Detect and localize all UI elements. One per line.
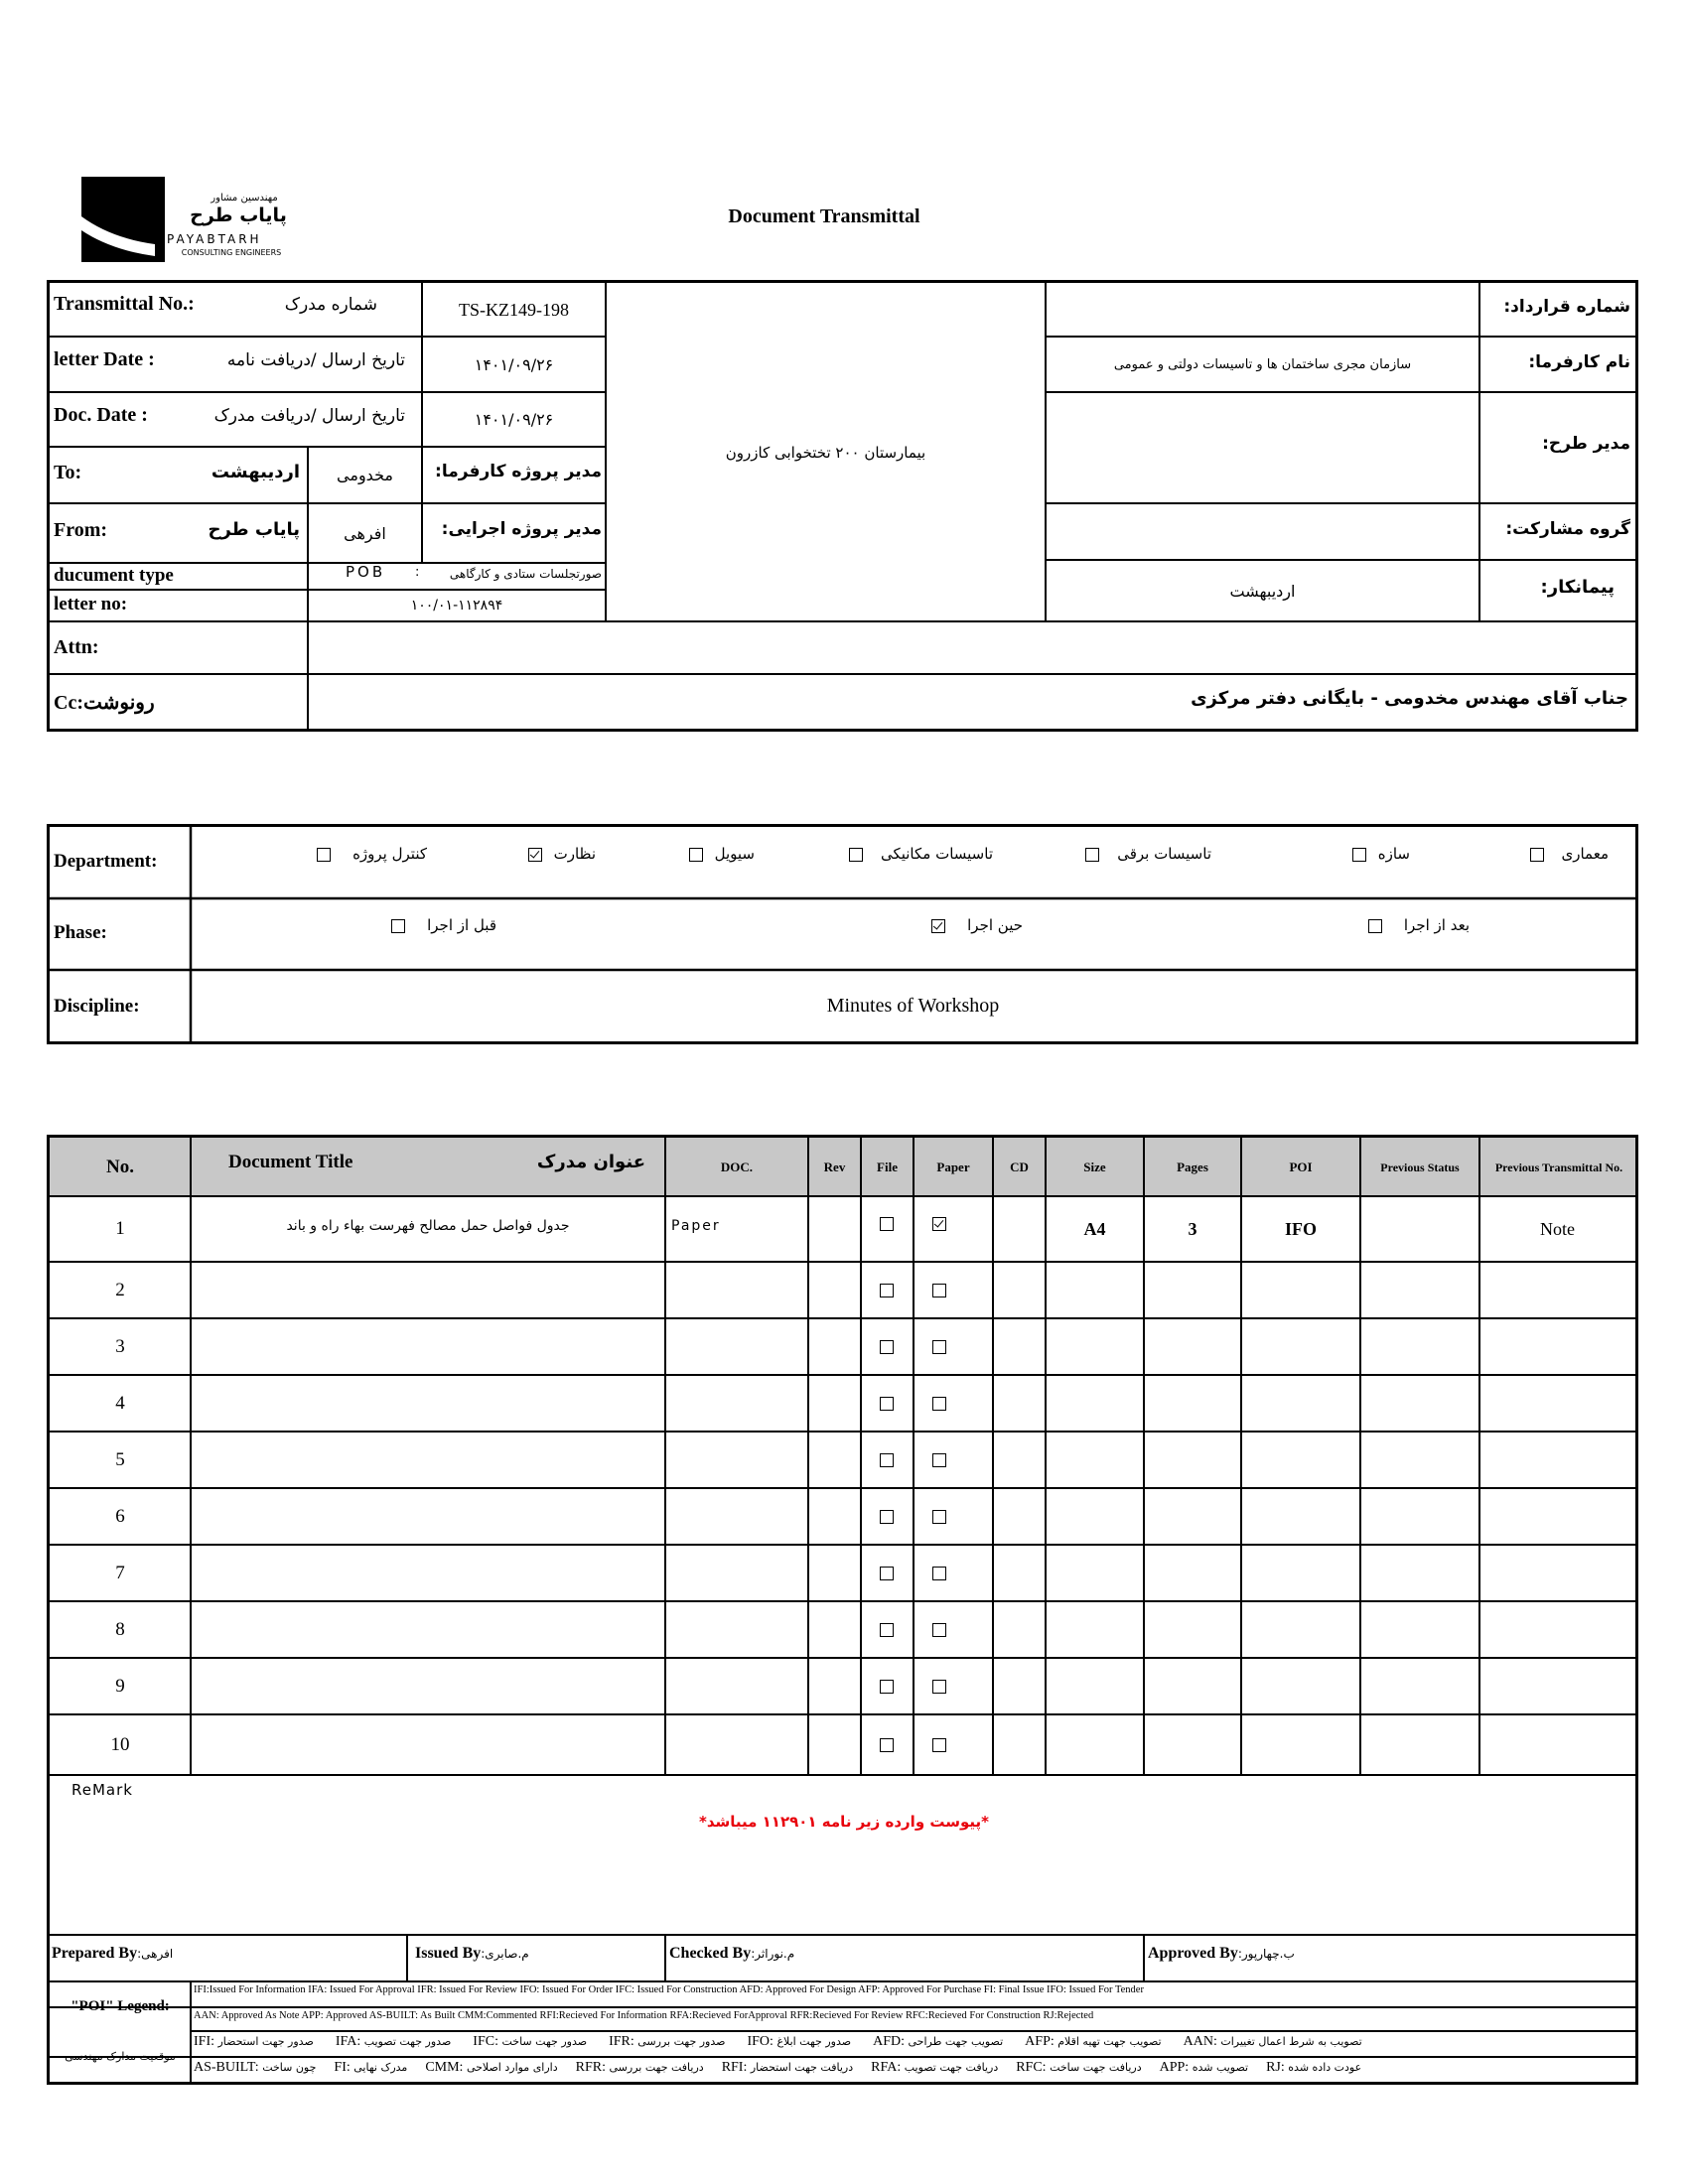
phase-checkbox[interactable] bbox=[391, 919, 405, 933]
to-value: اردیبهشت bbox=[211, 462, 300, 482]
file-checkbox[interactable] bbox=[880, 1510, 894, 1524]
row-prev-transmittal: Note bbox=[1540, 1218, 1575, 1239]
table-row bbox=[50, 1545, 1635, 1601]
legend-item bbox=[1184, 2034, 1362, 2056]
legend-desc: تصویب جهت تهیه اقلام bbox=[1057, 2035, 1162, 2048]
row-no: 1 bbox=[115, 1218, 125, 1239]
doc-type-colon: : bbox=[415, 565, 420, 580]
row-paper-checkbox-wrap bbox=[932, 1215, 946, 1233]
table-row bbox=[50, 1318, 1635, 1375]
legend-desc: تصویب به شرط اعمال تغییرات bbox=[1220, 2035, 1362, 2048]
department-option-label: کنترل پروژه bbox=[352, 845, 427, 863]
legend-code: CMM: bbox=[425, 2060, 464, 2075]
phase-option-after[interactable] bbox=[1321, 916, 1470, 942]
legend-code: IFI: bbox=[194, 2034, 214, 2049]
table-row bbox=[50, 1714, 1635, 1775]
table-row bbox=[50, 1432, 1635, 1488]
table-row bbox=[50, 1375, 1635, 1432]
legend-code: RFI: bbox=[721, 2060, 748, 2075]
remark-label: ReMark bbox=[71, 1781, 133, 1799]
col-header-no: No. bbox=[106, 1156, 134, 1177]
col-header-paper: Paper bbox=[936, 1159, 970, 1174]
row-no: 4 bbox=[115, 1392, 125, 1414]
legend-item bbox=[1025, 2034, 1161, 2056]
file-checkbox[interactable] bbox=[880, 1567, 894, 1580]
phase-option-label: بعد از اجرا bbox=[1403, 916, 1470, 934]
doc-type-label: ducument type bbox=[54, 565, 174, 586]
department-checkbox[interactable] bbox=[1530, 848, 1544, 862]
checked-by-label: Checked By bbox=[669, 1945, 752, 1962]
poi-legend-label: "POI" Legend: bbox=[70, 1997, 170, 2014]
design-manager-value bbox=[1046, 392, 1479, 503]
row-paper-checkbox-wrap bbox=[932, 1282, 946, 1299]
legend-item bbox=[1266, 2060, 1361, 2082]
file-checkbox[interactable] bbox=[880, 1738, 894, 1752]
row-file-checkbox-wrap bbox=[880, 1565, 894, 1582]
legend-item bbox=[473, 2034, 587, 2056]
table-row bbox=[50, 1196, 1635, 1262]
legend-item bbox=[873, 2034, 1003, 2056]
approved-by bbox=[1148, 1945, 1624, 1963]
attn-label: Attn: bbox=[54, 636, 99, 658]
row-no: 10 bbox=[110, 1733, 130, 1755]
legend-item bbox=[425, 2060, 557, 2082]
row-paper-checkbox-wrap bbox=[932, 1565, 946, 1582]
paper-checkbox[interactable] bbox=[932, 1623, 946, 1637]
logo-latin-name: PAYABTARH bbox=[167, 232, 262, 246]
row-size: A4 bbox=[1083, 1218, 1106, 1239]
row-rev bbox=[808, 1196, 861, 1262]
department-option-label: تاسیسات مکانیکی bbox=[880, 845, 993, 863]
company-logo bbox=[81, 177, 290, 264]
col-header-poi: POI bbox=[1289, 1159, 1313, 1174]
row-file-checkbox-wrap bbox=[880, 1215, 894, 1233]
transmittal-no-value: TS-KZ149-198 bbox=[459, 299, 569, 320]
row-no: 7 bbox=[115, 1562, 125, 1583]
row-no: 8 bbox=[115, 1618, 125, 1640]
legend-code: FI: bbox=[334, 2060, 351, 2075]
legend-item bbox=[194, 2060, 316, 2082]
row-pages: 3 bbox=[1188, 1218, 1197, 1239]
position-legend-line-2 bbox=[194, 2060, 1631, 2082]
issued-by-value: :م.صابری bbox=[481, 1947, 529, 1961]
row-no: 3 bbox=[115, 1335, 125, 1357]
department-option-mechanical[interactable] bbox=[794, 845, 993, 871]
file-checkbox[interactable] bbox=[880, 1284, 894, 1297]
file-checkbox[interactable] bbox=[880, 1340, 894, 1354]
col-header-doc: DOC. bbox=[720, 1159, 754, 1174]
row-file-checkbox-wrap bbox=[880, 1282, 894, 1299]
file-checkbox[interactable] bbox=[880, 1623, 894, 1637]
table-row bbox=[50, 1601, 1635, 1658]
phase-option-label: حین اجرا bbox=[967, 916, 1023, 934]
department-option-label: نظارت bbox=[553, 845, 596, 863]
from-value: پایاب طرح bbox=[208, 519, 300, 540]
logo-persian-small: مهندسین مشاور bbox=[211, 193, 278, 204]
paper-checkbox[interactable] bbox=[932, 1510, 946, 1524]
department-option-nezarat[interactable] bbox=[467, 845, 596, 871]
to-person: مخدومی bbox=[337, 466, 393, 484]
legend-code: IFO: bbox=[747, 2034, 774, 2049]
file-checkbox[interactable] bbox=[880, 1397, 894, 1411]
legend-desc: صدور جهت استحضار bbox=[217, 2035, 314, 2048]
legend-item bbox=[1160, 2060, 1248, 2082]
row-no: 9 bbox=[115, 1675, 125, 1697]
row-paper-checkbox-wrap bbox=[932, 1621, 946, 1639]
department-checkbox[interactable] bbox=[317, 848, 331, 862]
paper-checkbox[interactable] bbox=[932, 1340, 946, 1354]
col-header-title-fa: عنوان مدرک bbox=[536, 1152, 645, 1172]
row-file-checkbox-wrap bbox=[880, 1395, 894, 1413]
legend-code: RFA: bbox=[871, 2060, 902, 2075]
row-paper-checkbox-wrap bbox=[932, 1508, 946, 1526]
poi-legend-line-1: IFI:Issued For Information IFA: Issued For Approval IFR: Issued For Review IFO: Issued For Order IFC: Issued For Construction AFD: Approved For Design AFP: Approved For Purchase FI: Final Issue IFO: Issued For Tender bbox=[194, 1984, 1144, 1995]
col-header-file: File bbox=[877, 1159, 898, 1174]
row-poi: IFO bbox=[1284, 1218, 1317, 1239]
legend-desc: صدور جهت تصویب bbox=[363, 2035, 452, 2048]
employer-label: نام کارفرما: bbox=[1528, 352, 1630, 372]
legend-item bbox=[747, 2034, 851, 2056]
legend-desc: مدرک نهایی bbox=[353, 2061, 408, 2074]
legend-desc: تصویب جهت طراحی bbox=[908, 2035, 1004, 2048]
letter-date-label-fa: تاریخ ارسال /دریافت نامه bbox=[226, 350, 405, 370]
doc-type-value: صورتجلسات ستادی و کارگاهی bbox=[449, 567, 602, 581]
logo-tagline: CONSULTING ENGINEERS bbox=[181, 248, 282, 257]
legend-item bbox=[576, 2060, 704, 2082]
prepared-by-value: :افرهی bbox=[137, 1947, 174, 1961]
legend-desc: عودت داده شده bbox=[1288, 2061, 1362, 2074]
contract-no-value bbox=[1046, 283, 1479, 337]
poi-legend-line-2: AAN: Approved As Note APP: Approved AS-BUILT: As Built CMM:Commented RFI:Recieved For Information RFA:Recieved ForApproval RFR:Recieved For Review RFC:Recieved For Construction RJ:Rejected bbox=[194, 2010, 1094, 2021]
legend-code: AAN: bbox=[1183, 2034, 1217, 2049]
legend-code: APP: bbox=[1159, 2060, 1190, 2075]
partnership-label: گروه مشارکت: bbox=[1505, 519, 1630, 539]
department-option-control[interactable] bbox=[228, 845, 427, 871]
paper-checkbox-checked[interactable] bbox=[932, 1217, 946, 1231]
row-prev-status bbox=[1360, 1196, 1479, 1262]
row-file-checkbox-wrap bbox=[880, 1678, 894, 1696]
col-header-prev-transmittal: Previous Transmittal No. bbox=[1494, 1160, 1623, 1174]
transmittal-no-label-fa: شماره مدرک bbox=[284, 295, 377, 315]
legend-desc: دریافت جهت بررسی bbox=[609, 2061, 704, 2074]
file-checkbox[interactable] bbox=[880, 1680, 894, 1694]
row-paper-checkbox-wrap bbox=[932, 1451, 946, 1469]
row-file-checkbox-wrap bbox=[880, 1736, 894, 1754]
phase-option-label: قبل از اجرا bbox=[427, 916, 496, 934]
col-header-prev-status: Previous Status bbox=[1380, 1160, 1460, 1174]
department-checkbox[interactable] bbox=[849, 848, 863, 862]
table-row bbox=[50, 1262, 1635, 1318]
row-file-checkbox-wrap bbox=[880, 1508, 894, 1526]
from-person: افرهی bbox=[344, 523, 386, 543]
department-label: Department: bbox=[54, 851, 158, 872]
legend-code: AFD: bbox=[873, 2034, 905, 2049]
issued-by bbox=[415, 1945, 663, 1963]
table-row bbox=[50, 1658, 1635, 1714]
department-option-label: تاسیسات برقی bbox=[1117, 845, 1211, 863]
legend-item bbox=[334, 2060, 407, 2082]
phase-option-during[interactable] bbox=[874, 916, 1023, 942]
design-manager-label: مدیر طرح: bbox=[1542, 434, 1630, 454]
row-cd bbox=[993, 1196, 1046, 1262]
discipline-value: Minutes of Workshop bbox=[826, 994, 1000, 1017]
paper-checkbox[interactable] bbox=[932, 1680, 946, 1694]
department-option-label: معماری bbox=[1561, 845, 1609, 863]
department-checkbox-checked[interactable] bbox=[528, 848, 542, 862]
prepared-by bbox=[52, 1945, 399, 1963]
issued-by-label: Issued By bbox=[415, 1945, 482, 1962]
approved-by-label: Approved By bbox=[1148, 1945, 1238, 1962]
to-role: مدیر پروژه کارفرما: bbox=[435, 462, 602, 481]
legend-desc: صدور جهت بررسی bbox=[637, 2035, 726, 2048]
department-checkbox[interactable] bbox=[1085, 848, 1099, 862]
legend-item bbox=[722, 2060, 853, 2082]
department-option-label: سیویل bbox=[714, 845, 755, 863]
file-checkbox[interactable] bbox=[880, 1217, 894, 1231]
document-table bbox=[47, 1135, 1638, 2085]
letter-no-label: letter no: bbox=[54, 594, 128, 614]
legend-item bbox=[871, 2060, 998, 2082]
approved-by-value: :ب.چهارپور bbox=[1237, 1947, 1295, 1961]
row-paper-checkbox-wrap bbox=[932, 1395, 946, 1413]
table-row bbox=[50, 1488, 1635, 1545]
legend-item bbox=[336, 2034, 451, 2056]
col-header-title-en: Document Title bbox=[228, 1152, 353, 1172]
legend-desc: صدور جهت ابلاغ bbox=[776, 2035, 852, 2048]
department-checkbox[interactable] bbox=[689, 848, 703, 862]
row-no: 5 bbox=[115, 1448, 125, 1470]
letter-no-value: ۱۰۰/۰۱-۱۱۲۸۹۴ bbox=[410, 598, 503, 614]
row-no: 2 bbox=[115, 1279, 125, 1300]
file-checkbox[interactable] bbox=[880, 1453, 894, 1467]
col-header-rev: Rev bbox=[823, 1159, 846, 1174]
row-paper-checkbox-wrap bbox=[932, 1678, 946, 1696]
employer-value: سازمان مجری ساختمان ها و تاسیسات دولتی و عمومی bbox=[1113, 356, 1412, 372]
classification-table bbox=[47, 824, 1638, 1044]
legend-desc: دریافت جهت استحضار bbox=[750, 2061, 854, 2074]
paper-checkbox[interactable] bbox=[932, 1453, 946, 1467]
row-doc: Paper bbox=[671, 1218, 721, 1234]
row-file-checkbox-wrap bbox=[880, 1621, 894, 1639]
prepared-by-label: Prepared By bbox=[52, 1945, 138, 1962]
department-option-label: سازه bbox=[1377, 845, 1410, 863]
phase-checkbox[interactable] bbox=[1368, 919, 1382, 933]
paper-checkbox[interactable] bbox=[932, 1738, 946, 1752]
phase-option-before[interactable] bbox=[348, 916, 496, 942]
paper-checkbox[interactable] bbox=[932, 1284, 946, 1297]
legend-code: RFC: bbox=[1016, 2060, 1047, 2075]
legend-item bbox=[194, 2034, 314, 2056]
paper-checkbox[interactable] bbox=[932, 1567, 946, 1580]
legend-code: AS-BUILT: bbox=[194, 2060, 259, 2075]
doc-type-code: POB bbox=[346, 563, 386, 581]
from-role: مدیر پروژه اجرایی: bbox=[441, 519, 602, 539]
contractor-label: پیمانکار: bbox=[1540, 577, 1615, 598]
page-title: Document Transmittal bbox=[728, 205, 920, 227]
legend-desc: دریافت جهت ساخت bbox=[1050, 2061, 1142, 2074]
legend-desc: چون ساخت bbox=[262, 2061, 317, 2074]
row-paper-checkbox-wrap bbox=[932, 1736, 946, 1754]
legend-code: IFR: bbox=[609, 2034, 634, 2049]
row-no: 6 bbox=[115, 1505, 125, 1527]
department-option-barghi[interactable] bbox=[1023, 845, 1211, 871]
contract-no-label: شماره قرارداد: bbox=[1503, 297, 1630, 317]
legend-code: IFC: bbox=[473, 2034, 498, 2049]
paper-checkbox[interactable] bbox=[932, 1397, 946, 1411]
legend-item bbox=[609, 2034, 725, 2056]
phase-label: Phase: bbox=[54, 922, 107, 943]
legend-code: RFR: bbox=[575, 2060, 606, 2075]
legend-desc: صدور جهت ساخت bbox=[501, 2035, 588, 2048]
department-checkbox[interactable] bbox=[1352, 848, 1366, 862]
from-label: From: bbox=[54, 519, 108, 541]
to-label: To: bbox=[54, 462, 82, 483]
doc-date-value: ۱۴۰۱/۰۹/۲۶ bbox=[474, 410, 554, 429]
doc-date-label-fa: تاریخ ارسال /دریافت مدرک bbox=[213, 406, 405, 426]
transmittal-no-label: Transmittal No.: bbox=[54, 293, 195, 315]
document-position-label: موقعیت مدارک مهندسی bbox=[65, 2050, 176, 2063]
position-legend-line-1 bbox=[194, 2034, 1631, 2056]
checked-by bbox=[669, 1945, 1136, 1963]
department-option-memari[interactable] bbox=[1460, 845, 1609, 871]
legend-desc: دریافت جهت تصویب bbox=[904, 2061, 999, 2074]
legend-code: RJ: bbox=[1266, 2060, 1285, 2075]
row-paper-checkbox-wrap bbox=[932, 1338, 946, 1356]
row-file-checkbox-wrap bbox=[880, 1338, 894, 1356]
phase-checkbox-checked[interactable] bbox=[931, 919, 945, 933]
checked-by-value: :م.نوراثر bbox=[751, 1947, 795, 1961]
col-header-pages: Pages bbox=[1177, 1159, 1208, 1174]
legend-item bbox=[1016, 2060, 1141, 2082]
discipline-label: Discipline: bbox=[54, 996, 140, 1017]
letter-date-value: ۱۴۰۱/۰۹/۲۶ bbox=[474, 354, 554, 374]
partnership-value bbox=[1046, 503, 1479, 560]
department-option-civil[interactable] bbox=[645, 845, 755, 871]
row-file-checkbox-wrap bbox=[880, 1451, 894, 1469]
legend-code: AFP: bbox=[1025, 2034, 1055, 2049]
header-table bbox=[47, 280, 1638, 732]
col-header-cd: CD bbox=[1010, 1159, 1029, 1174]
legend-desc: دارای موارد اصلاحی bbox=[466, 2061, 558, 2074]
doc-date-label: Doc. Date : bbox=[54, 404, 148, 426]
logo-persian-name: پایاب طرح bbox=[190, 205, 287, 226]
remark-text: *پیوست وارده زیر نامه ۱۱۲۹۰۱ میباشد* bbox=[698, 1813, 990, 1831]
legend-code: IFA: bbox=[335, 2034, 361, 2049]
contractor-value: اردیبهشت bbox=[1229, 581, 1296, 601]
col-header-size: Size bbox=[1083, 1159, 1106, 1174]
row-title: جدول فواصل حمل مصالح فهرست بهاء راه و باند bbox=[286, 1218, 570, 1234]
cc-label: Cc:رونوشت bbox=[54, 692, 155, 714]
legend-desc: تصویب شده bbox=[1192, 2061, 1249, 2074]
project-name: بیمارستان ۲۰۰ تختخوابی کازرون bbox=[725, 443, 926, 462]
letter-date-label: letter Date : bbox=[54, 348, 155, 370]
cc-value: جناب آقای مهندس مخدومی - بایگانی دفتر مرکزی bbox=[1191, 688, 1628, 709]
department-option-saze[interactable] bbox=[1261, 845, 1410, 871]
